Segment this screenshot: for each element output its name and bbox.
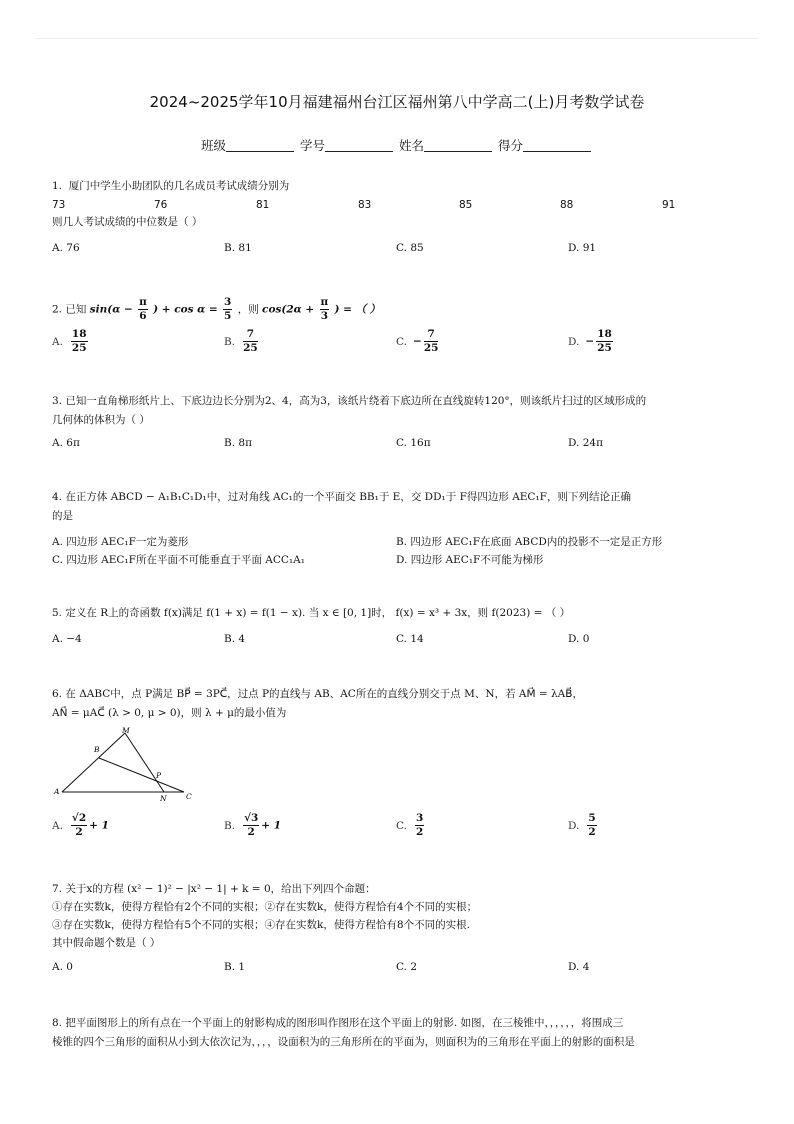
q7-stem: 7. 关于x的方程 (x² − 1)² − |x² − 1| + k = 0，给出下列四个命题： <box>52 883 376 895</box>
class-blank[interactable] <box>226 139 294 152</box>
q1-score: 85 <box>459 199 473 211</box>
label-n: N <box>160 794 167 802</box>
q3-option-c[interactable]: C. 16π <box>396 437 431 449</box>
q6-option-b[interactable]: B. $\frac{√3}{2}$ + 1 <box>224 812 282 838</box>
q1-option-b[interactable]: B. 81 <box>224 242 252 254</box>
line-am <box>62 733 125 792</box>
q4-option-b[interactable]: B. 四边形 AEC₁F在底面 ABCD内的投影不一定是正方形 <box>396 536 663 548</box>
page-title: 2024~2025学年10月福建福州台江区福州第八中学高二(上)月考数学试卷 <box>149 93 645 111</box>
q2-expr-5: ) = （ ） <box>334 303 381 316</box>
label-c: C <box>186 792 192 801</box>
name-label: 姓名 <box>398 138 424 153</box>
q4-stem: 4. 在正方体 ABCD − A₁B₁C₁D₁中，过对角线 AC₁的一个平面交 BB₁于 E，交 DD₁于 F得四边形 AEC₁F，则下列结论正确 <box>52 491 631 503</box>
q5-option-c[interactable]: C. 14 <box>396 633 424 645</box>
question-8 <box>52 1014 752 1052</box>
label-p: P <box>156 771 162 780</box>
q3-stem: 3. 已知一直角梯形纸片上、下底边边长分别为2、4，高为3，该纸片绕着下底边所在直线旋转120°，则该纸片扫过的区域形成的 <box>52 395 647 407</box>
q7-option-b[interactable]: B. 1 <box>224 961 246 973</box>
q1-option-a[interactable]: A. 76 <box>52 242 80 254</box>
q2-option-c[interactable]: C. − $\frac{7}{25}$ <box>396 328 439 354</box>
q5-option-b[interactable]: B. 4 <box>224 633 246 645</box>
question-6 <box>52 685 752 723</box>
q7-option-c[interactable]: C. 2 <box>396 961 418 973</box>
q1-score: 83 <box>358 199 372 211</box>
q6-option-a[interactable]: A. $\frac{√2}{2}$ + 1 <box>52 812 109 838</box>
q1-score: 76 <box>154 199 168 211</box>
q5-option-a[interactable]: A. −4 <box>52 633 82 645</box>
line-bc <box>99 758 184 792</box>
q6-option-d[interactable]: D. $\frac{5}{2}$ <box>568 812 596 838</box>
class-label: 班级 <box>200 138 226 153</box>
q1-stem: 1. 厦门中学生小助团队的几名成员考试成绩分别为 <box>52 180 290 192</box>
q4-option-a[interactable]: A. 四边形 AEC₁F一定为菱形 <box>52 536 189 548</box>
q2-frac-pi-3: $\frac{\pi}{3}$ <box>320 296 329 322</box>
question-3 <box>52 392 752 430</box>
q1-score: 91 <box>662 199 676 211</box>
q3-option-b[interactable]: B. 8π <box>224 437 252 449</box>
q7-option-d[interactable]: D. 4 <box>568 961 590 973</box>
q4-option-c[interactable]: C. 四边形 AEC₁F所在平面不可能垂直于平面 ACC₁A₁ <box>52 554 305 566</box>
q5-stem: 5. 定义在 R上的奇函数 f(x)满足 f(1 + x) = f(1 − x). 当 x ∈ [0, 1]时， f(x) = x³ + 3x，则 f(2023) = （ ） <box>52 607 571 619</box>
q6-option-c[interactable]: C. $\frac{3}{2}$ <box>396 812 424 838</box>
q7-line-3: ③存在实数k，使得方程恰有5个不同的实根；④存在实数k，使得方程恰有8个不同的实根. <box>52 919 470 931</box>
q1-score: 81 <box>256 199 270 211</box>
q6-stem-2: AN⃗ = μAC⃗ (λ > 0, μ > 0)，则 λ + μ的最小值为 <box>52 707 287 719</box>
q8-stem: 8. 把平面图形上的所有点在一个平面上的射影构成的图形叫作图形在这个平面上的射影. 如图，在三棱锥中，，，，，，将围成三 <box>52 1017 624 1029</box>
q1-stem-2: 则几人考试成绩的中位数是（ ） <box>52 216 203 228</box>
score-label: 得分 <box>497 138 523 153</box>
q4-option-d[interactable]: D. 四边形 AEC₁F不可能为梯形 <box>396 554 544 566</box>
q3-stem-2: 几何体的体积为（ ） <box>52 414 150 426</box>
q3-option-a[interactable]: A. 6π <box>52 437 80 449</box>
name-blank[interactable] <box>424 139 492 152</box>
q1-option-c[interactable]: C. 85 <box>396 242 424 254</box>
q2-option-a[interactable]: A. $\frac{18}{25}$ <box>52 328 87 354</box>
q1-score: 88 <box>560 199 574 211</box>
q1-option-d[interactable]: D. 91 <box>568 242 597 254</box>
question-2 <box>52 296 752 323</box>
question-4 <box>52 488 752 526</box>
q2-expr-4: cos(2α + <box>262 303 315 316</box>
q2-prefix: 2. 已知 <box>52 303 87 316</box>
label-a: A <box>54 787 60 796</box>
q2-expr-2: ) + cos α = <box>153 303 218 316</box>
label-b: B <box>94 745 100 754</box>
question-7 <box>52 880 752 952</box>
q7-line-4: 其中假命题个数是（ ） <box>52 937 161 949</box>
line-mn <box>125 733 164 792</box>
id-label: 学号 <box>299 138 325 153</box>
score-blank[interactable] <box>523 139 591 152</box>
q2-expr-1: sin(α − <box>89 303 133 316</box>
q1-score: 73 <box>52 199 66 211</box>
q2-frac-pi-6: $\frac{\pi}{6}$ <box>139 296 147 322</box>
q8-stem-2: 棱锥的四个三角形的面积从小到大依次记为，，，，设面积为的三角形所在的平面为，则面积为的三角形在平面上的射影的面积是 <box>52 1036 635 1048</box>
q2-option-d[interactable]: D. − $\frac{18}{25}$ <box>568 328 612 354</box>
question-1 <box>52 177 752 196</box>
q7-option-a[interactable]: A. 0 <box>52 961 73 973</box>
student-info-row <box>0 136 794 154</box>
triangle-figure <box>52 726 202 802</box>
q5-option-d[interactable]: D. 0 <box>568 633 590 645</box>
q4-stem-2: 的是 <box>52 510 73 522</box>
q3-option-d[interactable]: D. 24π <box>568 437 603 449</box>
id-blank[interactable] <box>325 139 393 152</box>
q7-line-2: ①存在实数k，使得方程恰有2个不同的实根；②存在实数k，使得方程恰有4个不同的实根； <box>52 901 478 913</box>
q2-expr-3: ，则 <box>237 303 259 316</box>
label-m: M <box>122 726 130 735</box>
header-divider <box>36 38 758 39</box>
q2-frac-3-5: $\frac{3}{5}$ <box>224 296 232 322</box>
question-5 <box>52 604 752 623</box>
q6-stem: 6. 在 ΔABC中，点 P满足 BP⃗ = 3PC⃗，过点 P的直线与 AB、AC所在的直线分别交于点 M、N，若 AM⃗ = λAB⃗， <box>52 688 583 700</box>
q2-option-b[interactable]: B. $\frac{7}{25}$ <box>224 328 258 354</box>
